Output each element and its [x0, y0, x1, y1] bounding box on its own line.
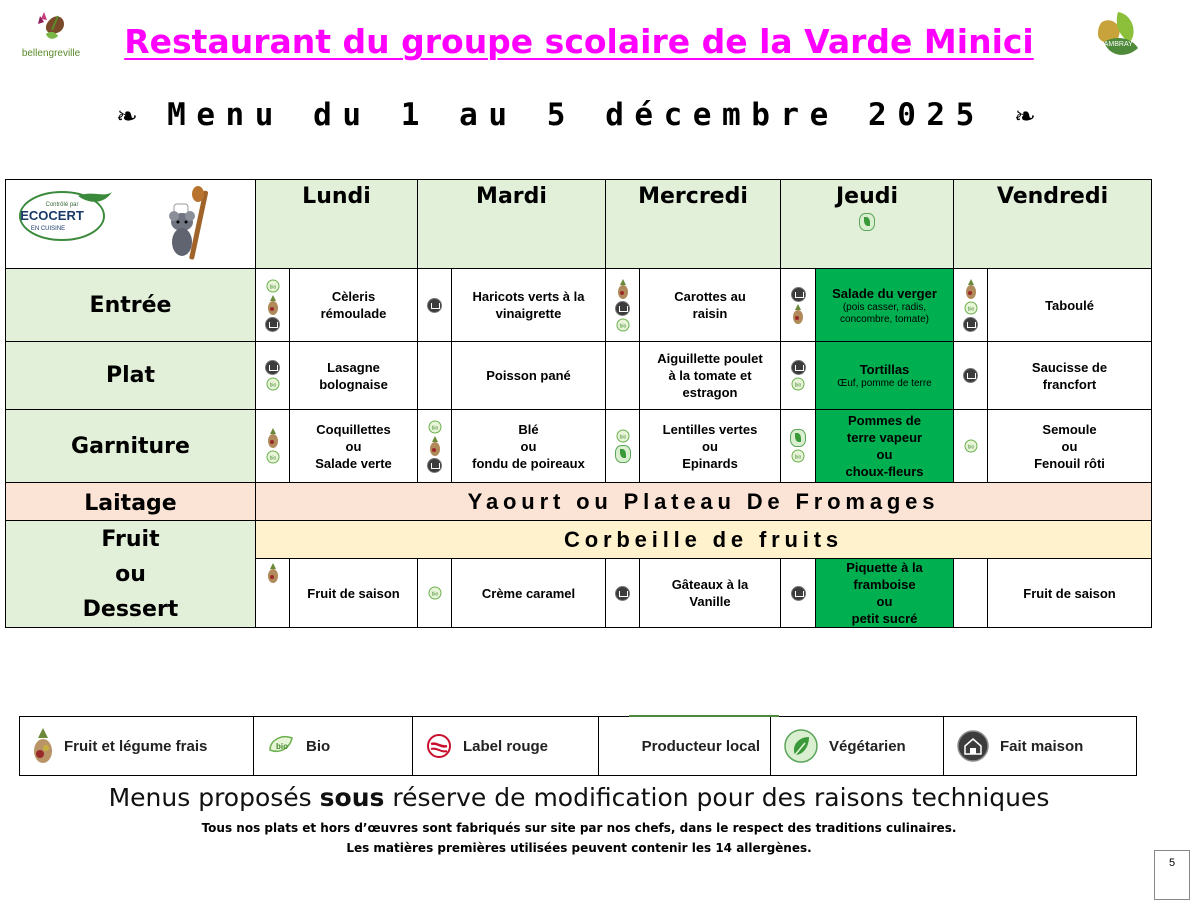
dish-line: concombre, tomate): [840, 313, 929, 325]
dish-line: framboise: [853, 577, 916, 592]
fruit-icon: [792, 304, 804, 324]
icons-garniture-lundi: [255, 409, 290, 483]
row-head-entree: Entrée: [5, 268, 256, 342]
dish-line: ou: [702, 438, 718, 454]
icons-dessert-mercredi: [605, 558, 640, 628]
dish-line: Semoule: [1042, 421, 1097, 437]
icons-plat-mardi: [417, 341, 452, 410]
fruit-icon: [267, 428, 279, 448]
ecocert-logo: [18, 186, 118, 244]
dish-line: Œuf, pomme de terre: [837, 378, 932, 389]
day-header-vendredi: Vendredi: [953, 179, 1152, 269]
dish-line: fondu de poireaux: [472, 455, 585, 471]
dish-dessert-mercredi: [639, 558, 781, 628]
bio-icon: [791, 449, 805, 463]
menu-subtitle: [0, 97, 1152, 133]
dish-line: (pois casser, radis,: [842, 301, 927, 313]
icons-plat-jeudi: [780, 341, 816, 410]
fruit-icon: [267, 295, 279, 315]
dish-line: Epinards: [682, 455, 738, 471]
row-head-dessert: [5, 520, 256, 628]
dish-line: ou: [345, 438, 362, 454]
icons-entree-mardi: [417, 268, 452, 342]
icons-garniture-jeudi: [780, 409, 816, 483]
svg-text:bio: bio: [967, 306, 974, 312]
fait-maison-icon: [427, 298, 442, 313]
fait-maison-icon: [615, 586, 630, 601]
flourish-right-icon: ❧: [1014, 102, 1036, 132]
dish-plat-vendredi: [987, 341, 1152, 410]
icons-entree-mercredi: [605, 268, 640, 342]
fait-maison-icon: [963, 317, 978, 332]
dish-entree-lundi: [289, 268, 418, 342]
ecocert-sub-text: EN CUISINE: [30, 226, 66, 232]
fruit-icon: [32, 728, 54, 764]
disclaimer-part: réserve de modification pour des raisons techniques: [384, 783, 1050, 812]
dish-plat-lundi: [289, 341, 418, 410]
vegetarien-icon: [859, 213, 875, 231]
fruit-band: Corbeille de fruits: [255, 520, 1152, 559]
dish-line: francfort: [1042, 376, 1097, 392]
fait-maison-icon: [615, 301, 630, 316]
day-header-jeudi: [780, 179, 954, 269]
icons-entree-jeudi: [780, 268, 816, 342]
dish-dessert-jeudi: [815, 558, 954, 628]
bio-icon: [428, 420, 442, 434]
svg-text:bio: bio: [967, 444, 974, 451]
day-header-mardi: Mardi: [417, 179, 606, 269]
day-header-lundi: Lundi: [255, 179, 418, 269]
legend-label: Label rouge: [463, 737, 549, 755]
alambray-logo-text: ALAMBRAY: [1095, 41, 1133, 48]
legend-label: Fruit et légume frais: [64, 737, 208, 755]
row-head-plat: Plat: [5, 341, 256, 410]
dish-line: Fruit de saison: [1023, 585, 1116, 601]
bio-icon: [964, 439, 978, 453]
legend-item-vegetarien: [771, 717, 944, 775]
dish-line: Blé: [518, 421, 539, 437]
day-header-jeudi-label: Jeudi: [835, 184, 899, 209]
dish-garniture-vendredi: [987, 409, 1152, 483]
legend-item-bio: [254, 717, 413, 775]
fait-maison-icon: [791, 287, 806, 302]
dish-line: Fenouil rôti: [1034, 455, 1105, 471]
row-head-ou-label: ou: [115, 561, 146, 587]
legend-item-fait-maison: [944, 717, 1136, 775]
dish-entree-mardi: [451, 268, 606, 342]
dish-line: Crème caramel: [481, 585, 576, 601]
dish-line: Tortillas: [859, 362, 910, 377]
icons-garniture-vendredi: [953, 409, 988, 483]
flourish-left-icon: ❧: [116, 102, 138, 132]
icons-dessert-jeudi: [780, 558, 816, 628]
disclaimer-line-1: Tous nos plats et hors d’œuvres sont fabriqués sur site par nos chefs, dans le respect des traditions culinaires.: [201, 821, 957, 835]
dish-line: bolognaise: [319, 376, 388, 392]
label-rouge-icon: [425, 732, 453, 760]
legend: [19, 716, 1137, 776]
bio-icon: [428, 586, 442, 600]
dish-line: ou: [520, 438, 537, 454]
dish-line: terre vapeur: [846, 430, 923, 445]
dish-line: Piquette à la: [846, 560, 923, 575]
legend-label: Bio: [306, 737, 331, 755]
fait-maison-icon: [265, 360, 280, 375]
dish-garniture-mercredi: [639, 409, 781, 483]
row-head-laitage: Laitage: [5, 482, 256, 521]
fait-maison-icon: [265, 317, 280, 332]
dish-line: Lentilles vertes: [662, 421, 758, 437]
bio-icon: [266, 279, 280, 293]
dish-entree-jeudi: [815, 268, 954, 342]
dish-line: Vanille: [689, 594, 731, 609]
bio-icon: [616, 429, 630, 443]
dish-garniture-lundi: [289, 409, 418, 483]
dish-line: Cèleris: [331, 289, 376, 304]
chef-rat-icon: [166, 186, 210, 264]
dish-line: vinaigrette: [495, 306, 562, 321]
icons-garniture-mardi: [417, 409, 452, 483]
dish-line: Taboulé: [1045, 297, 1094, 313]
svg-text:bio: bio: [794, 382, 802, 389]
fait-maison-icon: [791, 586, 806, 601]
icons-plat-vendredi: [953, 341, 988, 410]
icons-dessert-lundi: [255, 558, 290, 628]
dish-line: Haricots verts à la: [472, 289, 585, 304]
vegetarien-icon: [783, 727, 819, 765]
menu-subtitle-text: Menu du 1 au 5 décembre 2025: [167, 97, 985, 133]
dish-plat-mercredi: [639, 341, 781, 410]
ecocert-small-text: Contrôlé par: [45, 202, 79, 208]
page-number: 5: [1154, 850, 1190, 900]
svg-text:bio: bio: [431, 591, 438, 598]
bio-icon: [964, 301, 978, 315]
dish-line: ou: [1061, 438, 1078, 454]
disclaimer-part: Menus proposés: [108, 783, 320, 812]
dish-dessert-mardi: [451, 558, 606, 628]
bio-icon: [266, 377, 280, 391]
icons-entree-vendredi: [953, 268, 988, 342]
icons-entree-lundi: [255, 268, 290, 342]
dish-line: raisin: [692, 306, 728, 321]
fruit-icon: [617, 279, 629, 299]
dish-line: Pommes de: [848, 413, 921, 428]
dish-line: rémoulade: [320, 306, 387, 321]
icons-plat-mercredi: [605, 341, 640, 410]
vegetarien-icon: [615, 445, 631, 463]
dish-dessert-vendredi: [987, 558, 1152, 628]
svg-text:bio: bio: [269, 455, 276, 462]
dish-line: Saucisse de: [1031, 359, 1108, 375]
legend-accent-line: [629, 715, 779, 717]
dish-line: Carottes au: [674, 289, 746, 304]
row-head-fruit-label: Fruit: [101, 526, 160, 552]
laitage-band: Yaourt ou Plateau De Fromages: [255, 482, 1152, 521]
vegetarien-icon: [790, 429, 806, 447]
svg-text:bio: bio: [269, 284, 276, 290]
svg-text:bio: bio: [269, 382, 276, 389]
disclaimer-bold: sous: [319, 783, 385, 812]
bio-icon: [616, 318, 630, 332]
fait-maison-icon: [427, 458, 442, 473]
row-head-dessert-label: Dessert: [82, 596, 179, 622]
dish-garniture-jeudi: [815, 409, 954, 483]
page-title: Restaurant du groupe scolaire de la Varde Minici: [124, 22, 1034, 61]
legend-item-label-rouge: [413, 717, 599, 775]
dish-entree-vendredi: [987, 268, 1152, 342]
icons-plat-lundi: [255, 341, 290, 410]
svg-text:bio: bio: [794, 454, 802, 461]
dish-line: Coquillettes: [316, 421, 391, 437]
dish-line: estragon: [682, 385, 738, 400]
icons-dessert-mardi: [417, 558, 452, 628]
svg-text:bio: bio: [619, 323, 626, 329]
row-head-garniture: Garniture: [5, 409, 256, 483]
dish-line: ou: [876, 594, 893, 609]
dish-line: Salade du verger: [832, 285, 937, 301]
dish-dessert-lundi: [289, 558, 418, 628]
legend-label: Producteur local: [641, 737, 760, 755]
dish-line: à la tomate et: [668, 368, 752, 383]
svg-text:bio: bio: [619, 434, 626, 441]
dish-line: Gâteaux à la: [671, 577, 749, 592]
bio-icon: [266, 732, 296, 760]
fait-maison-icon: [963, 368, 978, 383]
dish-line: petit sucré: [851, 611, 918, 626]
dish-plat-mardi: [451, 341, 606, 410]
ecocert-cell: [5, 179, 256, 269]
dish-line: Fruit de saison: [307, 585, 400, 601]
bellengreville-logo-text: bellengreville: [21, 48, 81, 59]
dish-line: Salade verte: [315, 455, 392, 471]
legend-label: Végétarien: [829, 737, 906, 755]
fait-maison-icon: [791, 360, 806, 375]
fruit-icon: [267, 563, 279, 583]
icons-dessert-vendredi: [953, 558, 988, 628]
bio-icon: [266, 450, 280, 464]
dish-plat-jeudi: [815, 341, 954, 410]
legend-item-producteur-local: [599, 717, 771, 775]
dish-entree-mercredi: [639, 268, 781, 342]
day-header-mercredi: Mercredi: [605, 179, 781, 269]
svg-text:bio: bio: [276, 742, 288, 751]
fruit-icon: [965, 279, 977, 299]
bio-icon: [791, 377, 805, 391]
disclaimer-line-2: Les matières premières utilisées peuvent contenir les 14 allergènes.: [346, 841, 812, 855]
fait-maison-icon: [956, 729, 990, 763]
dish-line: Poisson pané: [486, 368, 571, 383]
dish-line: Aiguillette poulet: [657, 351, 763, 366]
ecocert-main-text: ECOCERT: [20, 208, 84, 223]
icons-garniture-mercredi: [605, 409, 640, 483]
dish-garniture-mardi: [451, 409, 606, 483]
legend-label: Fait maison: [1000, 737, 1084, 755]
fruit-icon: [429, 436, 441, 456]
disclaimer-main: [0, 783, 1158, 812]
svg-text:bio: bio: [431, 425, 438, 431]
dish-line: choux-fleurs: [845, 464, 924, 479]
legend-item-fruit: [20, 717, 254, 775]
dish-line: ou: [876, 447, 893, 462]
dish-line: Lasagne: [327, 359, 380, 375]
